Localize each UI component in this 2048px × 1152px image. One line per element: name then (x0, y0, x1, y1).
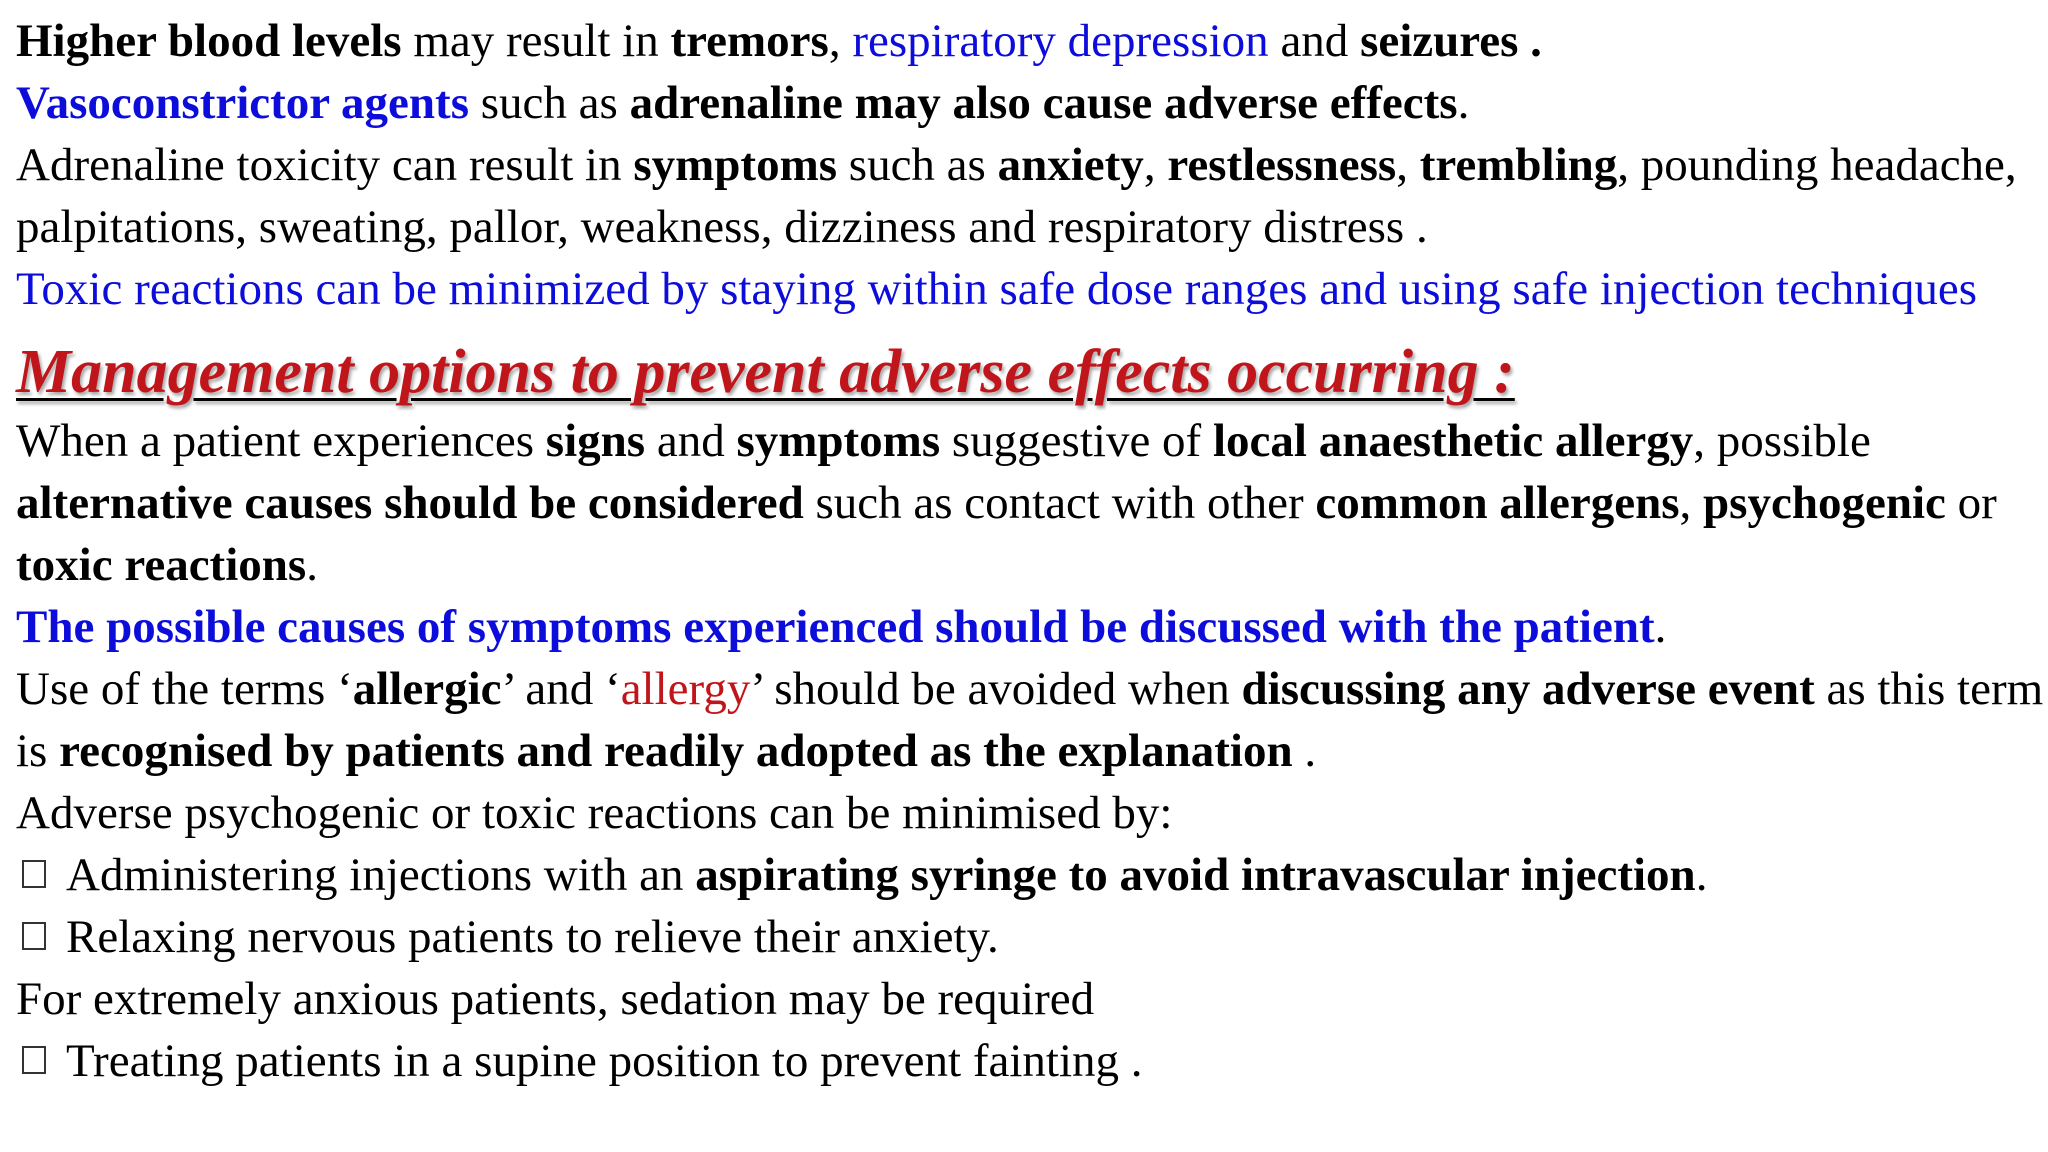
paragraph (16, 410, 2040, 596)
text-segment: , (1679, 477, 1704, 529)
checkbox-square-icon (22, 1046, 46, 1074)
paragraph (16, 258, 2040, 320)
text-segment: The possible causes of symptoms experienced should be discussed with the patient (16, 601, 1655, 653)
text-segment: such as contact with other (803, 477, 1316, 529)
checkbox-square-icon (22, 860, 46, 888)
text-segment: , (1396, 139, 1420, 191)
text-segment: ’ and ‘ (501, 663, 621, 715)
text-segment: respiratory depression (852, 15, 1269, 67)
text-segment: . (1654, 601, 1667, 653)
text-segment: . (1695, 849, 1708, 901)
bullet-item (16, 1030, 2040, 1092)
text-segment: When a patient experiences (16, 415, 546, 467)
text-segment: , pounding headache, palpitations, sweating, pallor, weakness, dizziness and respiratory distress . (16, 139, 2017, 253)
text-segment: or (1945, 477, 1997, 529)
text-segment: common allergens (1315, 477, 1680, 529)
text-segment: and (1268, 15, 1361, 67)
paragraph (16, 782, 2040, 844)
paragraph (16, 596, 2040, 658)
text-segment: . (1292, 725, 1317, 777)
text-segment: Management options to prevent adverse effects occurring : (16, 338, 1515, 406)
checkbox-square-icon (22, 922, 46, 950)
text-segment: Toxic reactions can be minimized by staying within safe dose ranges and using safe injection techniques (16, 263, 1978, 315)
text-segment: , (1143, 139, 1168, 191)
text-segment: , possible (1693, 415, 1871, 467)
text-segment: allergy (620, 663, 751, 715)
text-segment: tremors (670, 15, 829, 67)
bullet-item (16, 844, 2040, 906)
text-segment: and (645, 415, 737, 467)
text-segment: allergic (352, 663, 502, 715)
text-segment: For extremely anxious patients, sedation may be required (16, 973, 1095, 1025)
text-segment: symptoms (736, 415, 941, 467)
text-segment: . (306, 539, 318, 591)
paragraph (16, 968, 2040, 1030)
text-segment: anxiety (997, 139, 1144, 191)
text-segment: seizures . (1360, 15, 1542, 67)
text-segment: Adverse psychogenic or toxic reactions can be minimised by: (16, 787, 1173, 839)
bullet-item (16, 906, 2040, 968)
slide-text-body (16, 10, 2044, 1092)
paragraph (16, 658, 2048, 782)
text-segment: may result in (401, 15, 671, 67)
text-segment: Use of the terms ‘ (16, 663, 353, 715)
text-segment: toxic reactions (16, 539, 307, 591)
text-segment: adrenaline may also cause adverse effects (629, 77, 1458, 129)
text-segment: such as (469, 77, 630, 129)
text-segment: such as (837, 139, 998, 191)
text-segment: discussing any adverse event (1241, 663, 1815, 715)
text-segment: Administering injections with an (66, 849, 696, 901)
section-heading (16, 334, 2040, 410)
text-segment: Adrenaline toxicity can result in (16, 139, 634, 191)
text-segment: , (828, 15, 853, 67)
text-segment: symptoms (633, 139, 838, 191)
text-segment: restlessness (1167, 139, 1397, 191)
text-segment: . (1457, 77, 1470, 129)
text-segment: ’ should be avoided when (750, 663, 1242, 715)
text-segment: signs (545, 415, 646, 467)
text-segment: aspirating syringe to avoid intravascular injection (695, 849, 1696, 901)
text-segment: alternative causes should be considered (16, 477, 804, 529)
paragraph (16, 134, 2048, 258)
text-segment: Vasoconstrictor agents (16, 77, 469, 129)
text-segment: Relaxing nervous patients to relieve their anxiety. (66, 911, 999, 963)
text-segment: as this term is (16, 663, 2044, 777)
text-segment: suggestive of (940, 415, 1213, 467)
text-segment: Higher blood levels (16, 15, 402, 67)
text-segment: recognised by patients and readily adopted as the explanation (59, 725, 1293, 777)
text-segment: Treating patients in a supine position to prevent fainting . (66, 1035, 1143, 1087)
text-segment: trembling (1419, 139, 1618, 191)
text-segment: psychogenic (1703, 477, 1946, 529)
text-segment: local anaesthetic allergy (1212, 415, 1694, 467)
paragraph (16, 72, 2040, 134)
paragraph (16, 10, 2040, 72)
